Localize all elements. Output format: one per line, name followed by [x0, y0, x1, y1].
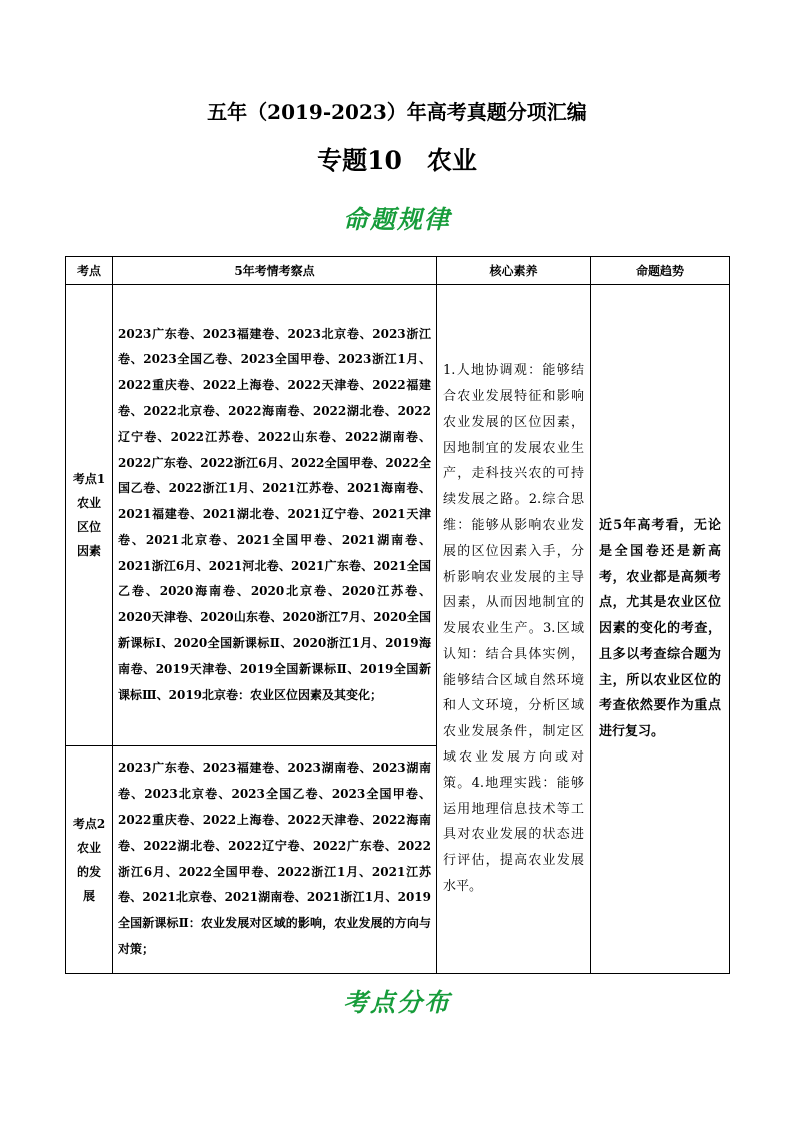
exams-cell: 2023广东卷、2023福建卷、2023湖南卷、2023湖南卷、2023北京卷、2023全国乙卷、2023全国甲卷、2022重庆卷、2022上海卷、2022天津卷、2022海南卷、2022湖北卷、2022辽宁卷、2022广东卷、2022浙江6月、2022全国甲卷、2022浙江1月、2021江苏卷、2021北京卷、2021湖南卷、2021浙江1月、2019全国新课标Ⅱ：农业发展对区域的影响，农业发展的方向与对策； — [113, 746, 437, 974]
header-literacy: 核心素养 — [437, 257, 591, 285]
literacy-cell: 1.人地协调观：能够结合农业发展特征和影响农业发展的区位因素，因地制宜的发展农业生产，走科技兴农的可持续发展之路。2.综合思维：能够从影响农业发展的区位因素入手，分析影响农业发展的主导因素，从而因地制宜的发展农业生产。3.区域认知：结合具体实例，能够结合区域自然环境和人文环境，分析区域农业发展条件，制定区域农业发展方向或对策。4.地理实践：能够运用地理信息技术等工具对农业发展的状态进行评估，提高农业发展水平。 — [437, 285, 591, 974]
header-topic: 考点 — [66, 257, 113, 285]
topic-cell: 考点2农业的发展 — [66, 746, 113, 974]
exam-summary-table — [65, 256, 730, 974]
header-trend: 命题趋势 — [591, 257, 730, 285]
document-title: 五年（2019-2023）年高考真题分项汇编 — [207, 100, 587, 124]
table-header-row — [66, 257, 730, 285]
table-row — [66, 285, 730, 746]
section-heading-distribution: 考点分布 — [342, 988, 451, 1017]
exams-cell: 2023广东卷、2023福建卷、2023北京卷、2023浙江卷、2023全国乙卷、2023全国甲卷、2023浙江1月、2022重庆卷、2022上海卷、2022天津卷、2022福建卷、2022北京卷、2022海南卷、2022湖北卷、2022辽宁卷、2022江苏卷、2022山东卷、2022湖南卷、2022广东卷、2022浙江6月、2022全国甲卷、2022全国乙卷、2022浙江1月、2021江苏卷、2021海南卷、2021福建卷、2021湖北卷、2021辽宁卷、2021天津卷、2021北京卷、2021全国甲卷、2021湖南卷、2021浙江6月、2021河北卷、2021广东卷、2021全国乙卷、2020海南卷、2020北京卷、2020江苏卷、2020天津卷、2020山东卷、2020浙江7月、2020全国新课标Ⅰ、2020全国新课标Ⅱ、2020浙江1月、2019海南卷、2019天津卷、2019全国新课标Ⅱ、2019全国新课标Ⅲ、2019北京卷：农业区位因素及其变化； — [113, 285, 437, 746]
topic-subtitle: 专题10 农业 — [317, 146, 477, 175]
topic-cell: 考点1农业区位因素 — [66, 285, 113, 746]
header-exams: 5年考情考察点 — [113, 257, 437, 285]
trend-cell: 近5年高考看，无论是全国卷还是新高考，农业都是高频考点，尤其是农业区位因素的变化的考查，且多以考查综合题为主，所以农业区位的考查依然要作为重点进行复习。 — [591, 285, 730, 974]
section-heading-patterns: 命题规律 — [342, 205, 451, 234]
